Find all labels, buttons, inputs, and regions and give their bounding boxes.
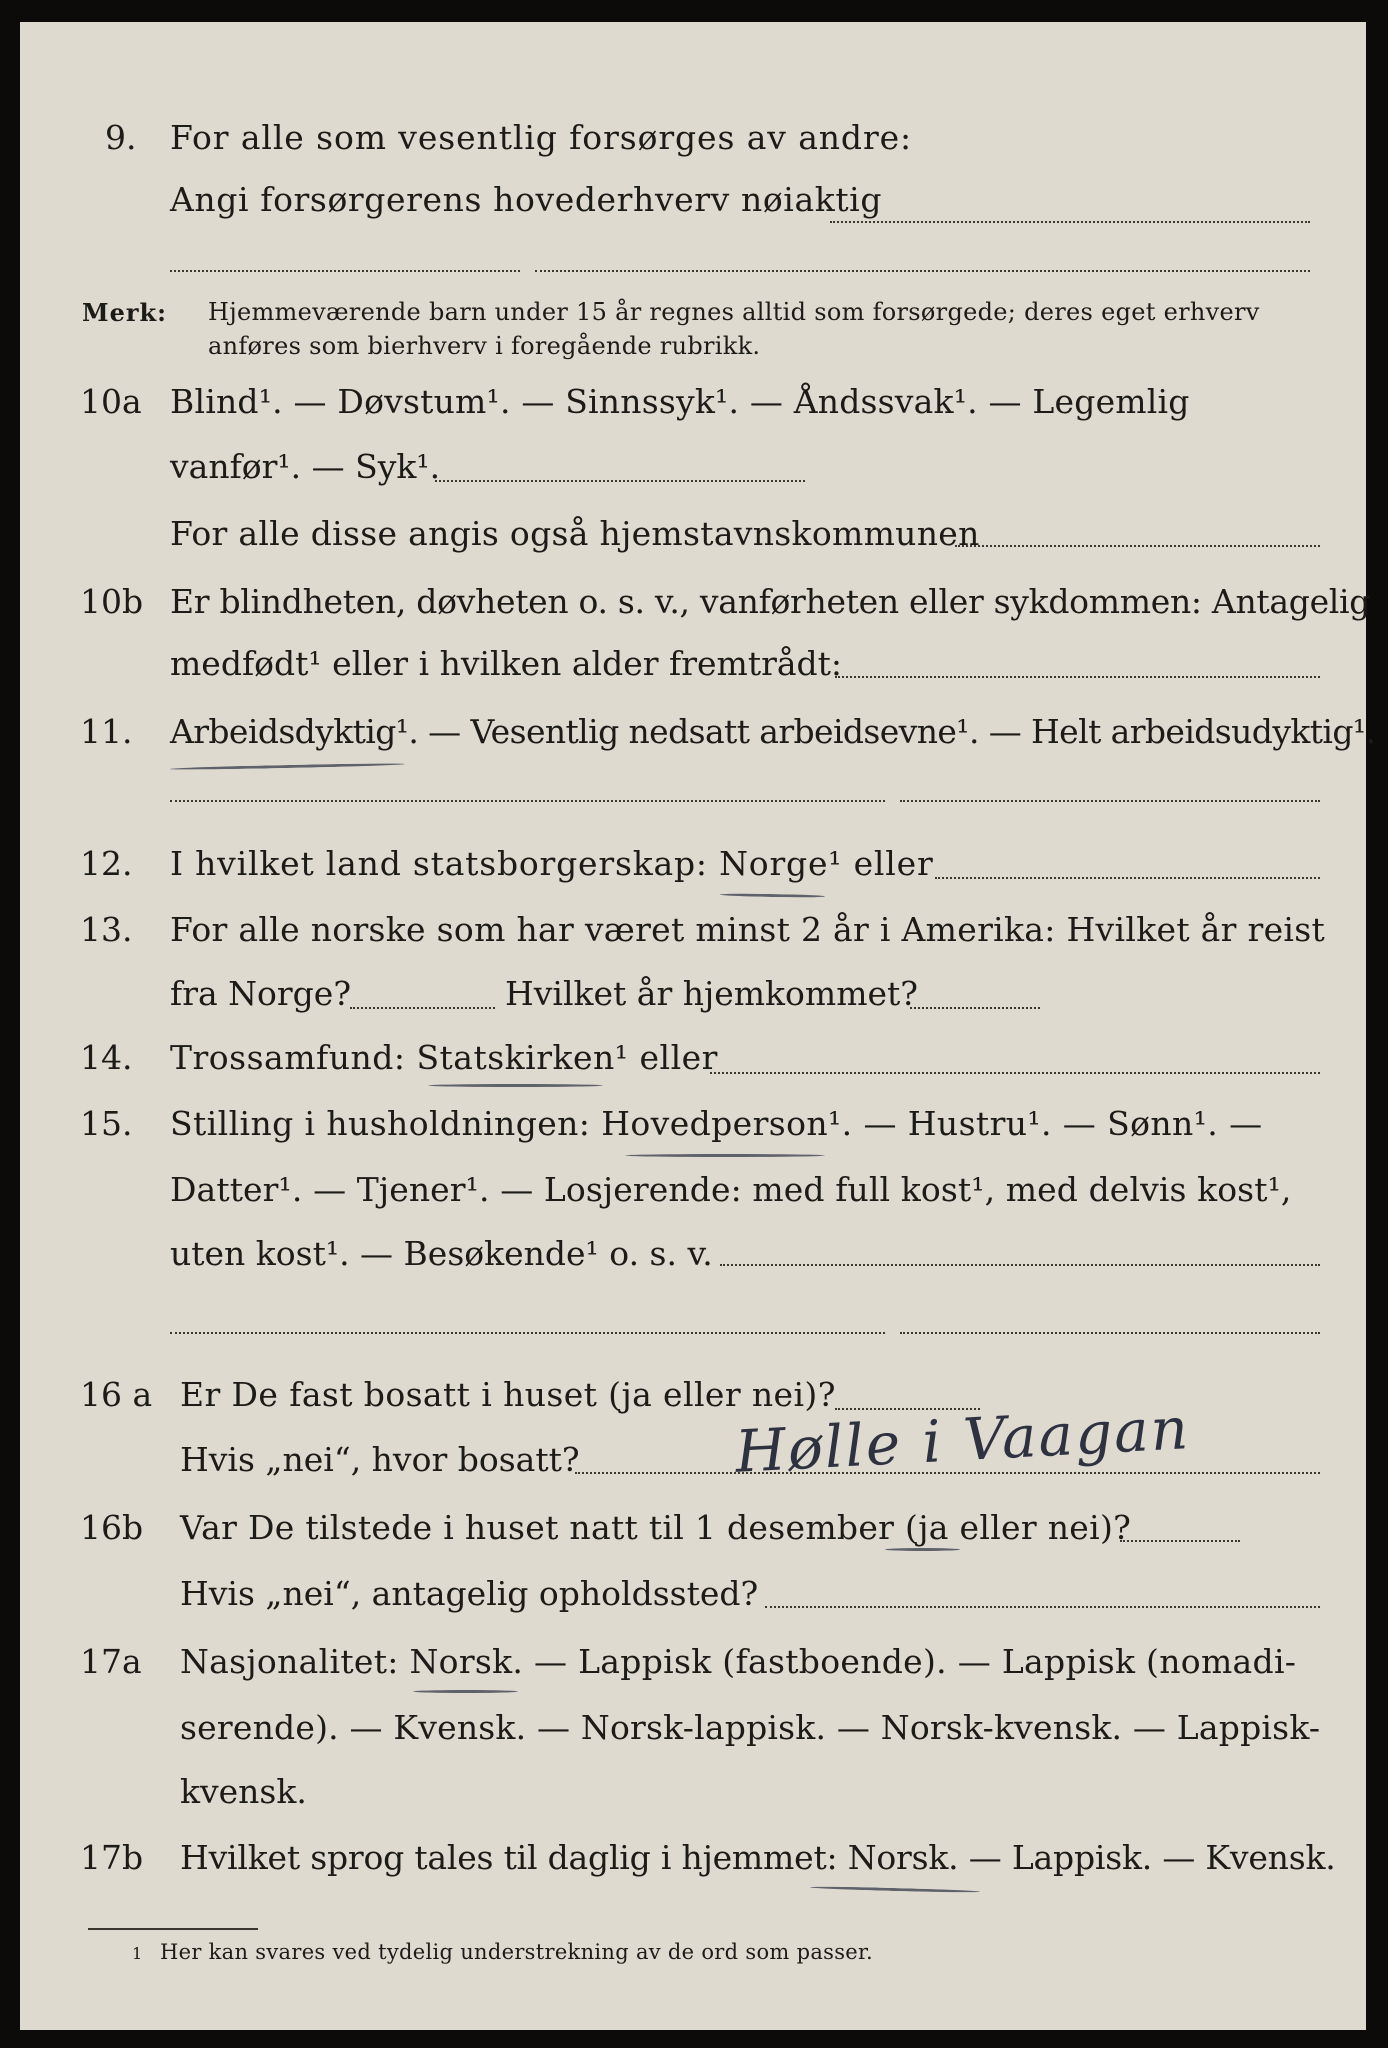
q16b-number: 16b (80, 1508, 144, 1547)
q10a-line2: vanfør¹. — Syk¹. (170, 447, 441, 486)
q13-number: 13. (80, 910, 133, 949)
footnote-rule (88, 1928, 258, 1930)
q17a-line2: serende). — Kvensk. — Norsk-lappisk. — Norsk-kvensk. — Lappisk- (180, 1708, 1321, 1747)
q13-line2-a: fra Norge? (170, 974, 352, 1013)
q14-handwritten-underline (428, 1084, 603, 1087)
q9-answer-line-2a (170, 270, 520, 272)
q16a-line1: Er De fast bosatt i huset (ja eller nei)? (180, 1375, 836, 1414)
q10a-line1: Blind¹. — Døvstum¹. — Sinnssyk¹. — Åndssvak¹. — Legemlig (170, 382, 1190, 421)
merk-line2: anføres som bierhverv i foregående rubrikk. (208, 332, 761, 360)
q15-line2: Datter¹. — Tjener¹. — Losjerende: med full kost¹, med delvis kost¹, (170, 1170, 1292, 1209)
q15-line1: Stilling i husholdningen: Hovedperson¹. — Hustru¹. — Sønn¹. — (170, 1104, 1263, 1143)
q17b-line1: Hvilket sprog tales til daglig i hjemmet: Norsk. — Lappisk. — Kvensk. (180, 1838, 1336, 1877)
q15-line3: uten kost¹. — Besøkende¹ o. s. v. (170, 1234, 713, 1273)
q16b-whereabouts-line (765, 1606, 1320, 1608)
q10b-answer-line (835, 676, 1320, 678)
q15-answer-line-2a (170, 1332, 885, 1334)
bleed-through-stamp (210, 76, 218, 106)
footnote-mark: 1 (132, 1944, 143, 1963)
footnote-text: Her kan svares ved tydelig understrekning av de ord som passer. (160, 1940, 874, 1964)
q17a-line1: Nasjonalitet: Norsk. — Lappisk (fastboende). — Lappisk (nomadi- (180, 1642, 1297, 1681)
q16a-handwritten-answer: Hølle i Vaagan (733, 1394, 1192, 1486)
q9-number: 9. (105, 118, 137, 157)
q10a-answer-line (435, 480, 805, 482)
census-form-page (20, 22, 1376, 2030)
q11-handwritten-underline (170, 763, 405, 771)
q9-line2: Angi forsørgerens hovederhverv nøiaktig (170, 180, 883, 219)
q17b-handwritten-underline (810, 1886, 980, 1893)
q12-number: 12. (80, 844, 133, 883)
q16a-number: 16 a (80, 1375, 153, 1414)
q17b-number: 17b (80, 1838, 144, 1877)
q10b-number: 10b (80, 582, 144, 621)
q10b-line1: Er blindheten, døvheten o. s. v., vanførheten eller sykdommen: Antagelig (170, 582, 1371, 621)
q16a-line2: Hvis „nei“, hvor bosatt? (180, 1440, 580, 1479)
q17a-handwritten-underline (413, 1690, 518, 1693)
q17a-number: 17a (80, 1642, 142, 1681)
q11-number: 11. (80, 712, 133, 751)
q13-line2-b: Hvilket år hjemkommet? (505, 974, 918, 1013)
q11-answer-line-a (170, 800, 885, 802)
q9-line1: For alle som vesentlig forsørges av andre: (170, 118, 913, 157)
merk-label: Merk: (82, 298, 167, 327)
q11-line1: Arbeidsdyktig¹. — Vesentlig nedsatt arbeidsevne¹. — Helt arbeidsudyktig¹. (170, 712, 1376, 751)
q16b-line1: Var De tilstede i huset natt til 1 desember (ja eller nei)? (180, 1508, 1132, 1547)
q13-return-year-line (910, 1007, 1040, 1009)
q10b-line2: medfødt¹ eller i hvilken alder fremtrådt: (170, 644, 843, 683)
q17a-line3: kvensk. (180, 1772, 307, 1811)
q15-number: 15. (80, 1104, 133, 1143)
q15-handwritten-underline (625, 1154, 825, 1157)
merk-line1: Hjemmeværende barn under 15 år regnes alltid som forsørgede; deres eget erhverv (208, 298, 1260, 326)
q14-answer-line (710, 1072, 1320, 1074)
q14-number: 14. (80, 1038, 133, 1077)
q10a-home-line (955, 545, 1320, 547)
q14-line1: Trossamfund: Statskirken¹ eller (170, 1038, 718, 1077)
q12-line1: I hvilket land statsborgerskap: Norge¹ eller (170, 844, 934, 883)
q16b-answer-line (1120, 1540, 1240, 1542)
q10a-line3: For alle disse angis også hjemstavnskommunen (170, 514, 980, 553)
q16b-handwritten-underline (885, 1548, 960, 1551)
q15-answer-line (720, 1264, 1320, 1266)
q13-line1: For alle norske som har været minst 2 år i Amerika: Hvilket år reist (170, 910, 1326, 949)
q10a-number: 10a (80, 382, 142, 421)
q13-departure-year-line (350, 1007, 495, 1009)
q9-answer-line-2b (535, 270, 1310, 272)
q12-answer-line (935, 877, 1320, 879)
q11-answer-line-b (900, 800, 1320, 802)
q15-answer-line-2b (900, 1332, 1320, 1334)
q16b-line2: Hvis „nei“, antagelig opholdssted? (180, 1574, 759, 1613)
q12-handwritten-underline (720, 893, 825, 898)
q9-answer-line (830, 221, 1310, 223)
